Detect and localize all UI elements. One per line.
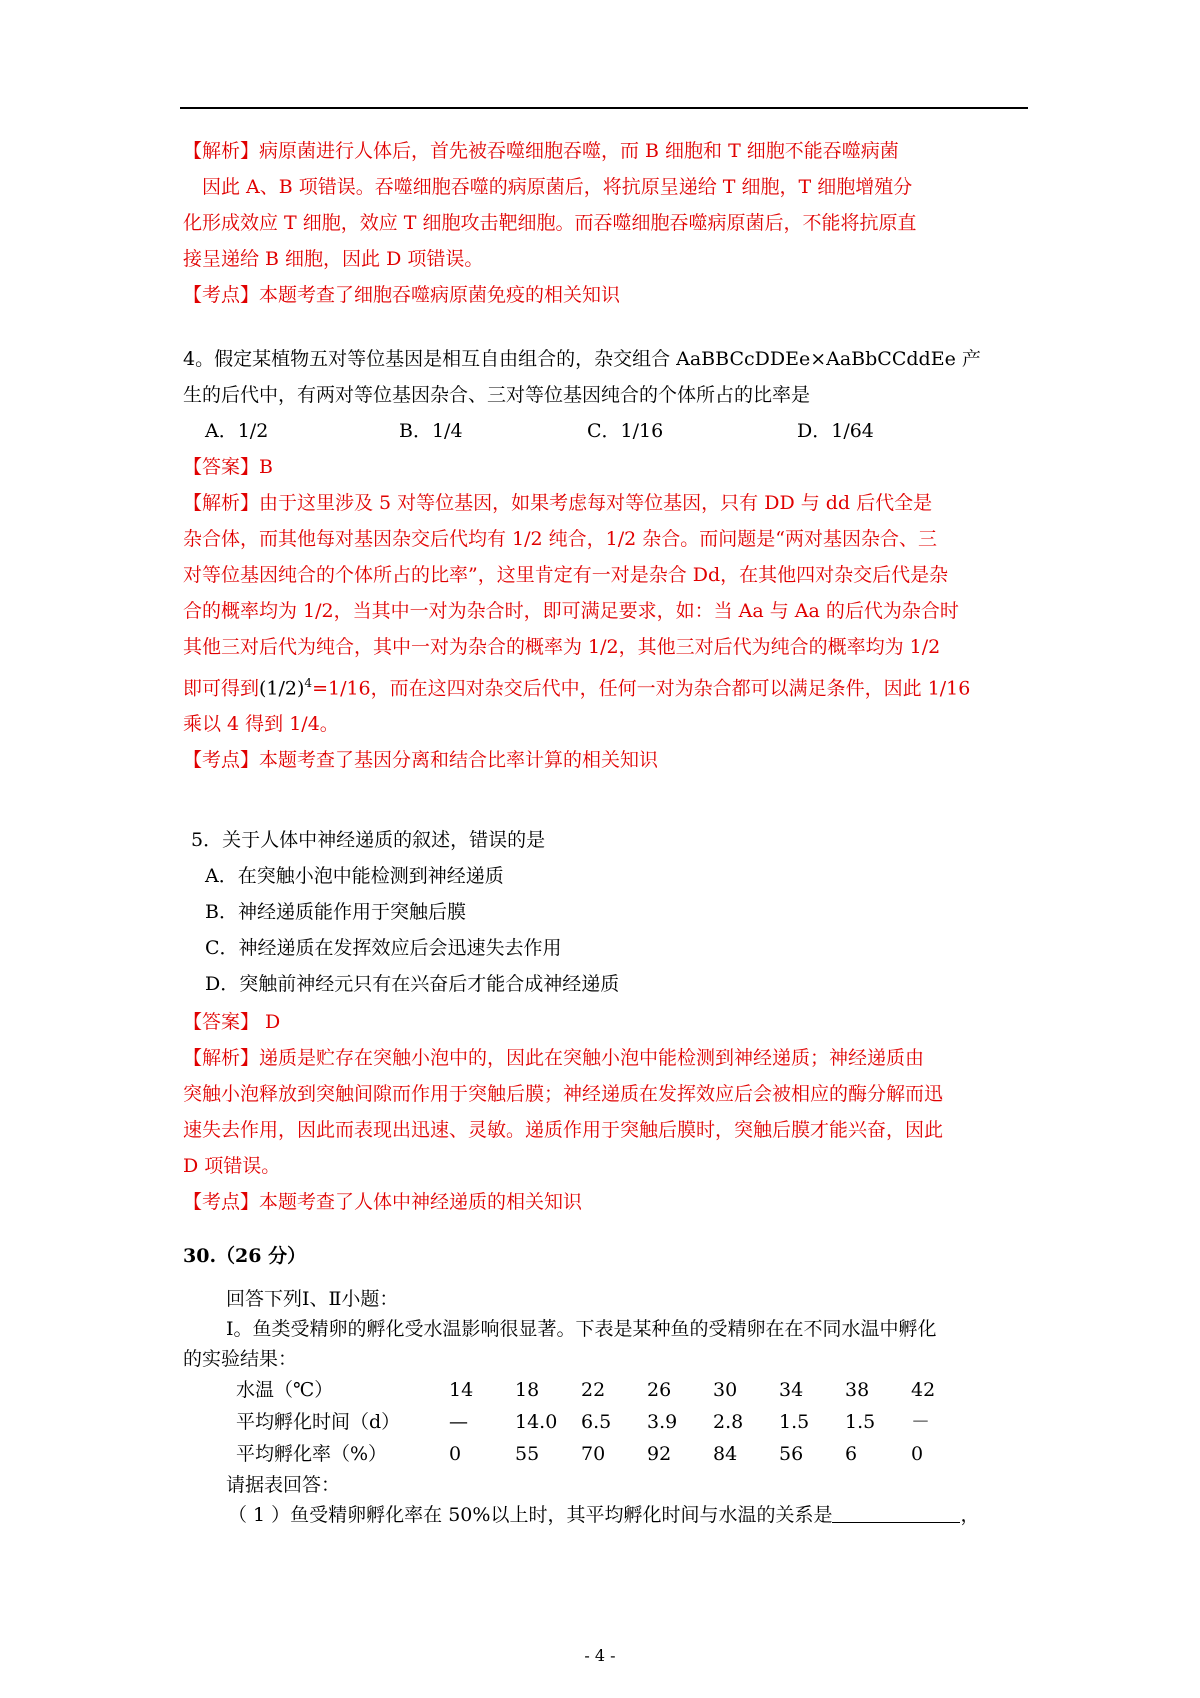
table-cell: 18	[515, 1379, 540, 1401]
option-b: B．神经递质能作用于突触后膜	[205, 901, 466, 923]
analysis-line: 因此 A、B 项错误。吞噬细胞吞噬的病原菌后，将抗原呈递给 T 细胞，T 细胞增殖分	[183, 176, 913, 198]
q5-point: 【考点】本题考查了人体中神经递质的相关知识	[183, 1191, 583, 1213]
analysis-line: 接呈递给 B 细胞，因此 D 项错误。	[183, 248, 484, 270]
formula-exp: 4	[304, 676, 313, 690]
table-cell: 3.9	[647, 1411, 678, 1433]
choice-b: B．1/4	[399, 420, 463, 442]
q5-question: 5．关于人体中神经递质的叙述，错误的是	[191, 829, 546, 851]
choice-a: A．1/2	[205, 420, 269, 442]
analysis-line: 杂合体，而其他每对基因杂交后代均有 1/2 纯合，1/2 杂合。而问题是“两对基因杂合、三	[183, 528, 937, 550]
table-row	[236, 1438, 977, 1470]
analysis-line: 合的概率均为 1/2，当其中一对为杂合时，即可满足要求，如：当 Aa 与 Aa 的后代为杂合时	[183, 600, 959, 622]
stem-line: 生的后代中，有两对等位基因杂合、三对等位基因纯合的个体所占的比率是	[183, 384, 811, 406]
table-cell: 0	[911, 1443, 924, 1465]
formula-line	[183, 665, 1029, 706]
q5-analysis	[183, 1004, 1029, 1220]
analysis-line: D 项错误。	[183, 1155, 281, 1177]
table-cell: 70	[581, 1443, 606, 1465]
table-cell: 2.8	[713, 1411, 744, 1433]
q4-choices	[183, 413, 1029, 449]
table-cell: 42	[911, 1379, 936, 1401]
q4-answer: 【答案】B	[183, 456, 273, 478]
analysis-line: 乘以 4 得到 1/4。	[183, 713, 339, 736]
q30-body	[183, 1284, 1029, 1530]
table-cell: 0	[449, 1443, 462, 1465]
q3-analysis	[183, 133, 1029, 313]
table-cell: －	[911, 1411, 931, 1433]
table-cell: 22	[581, 1379, 606, 1401]
row-label: 平均孵化率（%）	[236, 1443, 388, 1465]
table-cell: 14.0	[515, 1411, 558, 1433]
analysis-line: 突触小泡释放到突触间隙而作用于突触后膜；神经递质在发挥效应后会被相应的酶分解而迅	[183, 1083, 944, 1105]
table-cell: 30	[713, 1379, 738, 1401]
part1-line: 的实验结果：	[183, 1348, 298, 1370]
analysis-line: 【解析】递质是贮存在突触小泡中的，因此在突触小泡中能检测到神经递质；神经递质由	[183, 1047, 925, 1069]
option-a: A．在突触小泡中能检测到神经递质	[205, 865, 504, 887]
table-cell: —	[449, 1411, 468, 1433]
table-cell: 56	[779, 1443, 804, 1465]
table-cell: 1.5	[779, 1411, 810, 1433]
q5-answer: 【答案】 D	[183, 1011, 281, 1033]
table-cell: 55	[515, 1443, 540, 1465]
hatching-table	[236, 1374, 977, 1470]
sub1-text: （ 1 ）鱼受精卵孵化率在 50%以上时，其平均孵化时间与水温的关系是	[228, 1504, 833, 1526]
q3-point: 【考点】本题考查了细胞吞噬病原菌免疫的相关知识	[183, 284, 621, 306]
sub-question-1	[183, 1500, 1029, 1530]
page-number: - 4 -	[584, 1646, 616, 1665]
table-cell: 34	[779, 1379, 804, 1401]
table-row	[236, 1374, 977, 1406]
analysis-line: 【解析】病原菌进行人体后，首先被吞噬细胞吞噬，而 B 细胞和 T 细胞不能吞噬病菌	[183, 140, 899, 162]
q30-section	[183, 1238, 1029, 1274]
q4-analysis	[183, 449, 1029, 778]
table-cell: 6.5	[581, 1411, 612, 1433]
option-d: D．突触前神经元只有在兴奋后才能合成神经递质	[205, 973, 620, 995]
header-rule	[180, 107, 1028, 109]
table-cell: 26	[647, 1379, 672, 1401]
analysis-line: 化形成效应 T 细胞，效应 T 细胞攻击靶细胞。而吞噬细胞吞噬病原菌后，不能将抗原直	[183, 212, 917, 234]
q5-stem	[183, 822, 1029, 1002]
q30-title: 30.（26 分）	[183, 1245, 307, 1267]
table-cell: 84	[713, 1443, 738, 1465]
formula-rest: =1/16，而在这四对杂交后代中，任何一对为杂合都可以满足条件，因此 1/16	[312, 677, 971, 700]
analysis-line: 其他三对后代为纯合，其中一对为杂合的概率为 1/2，其他三对后代为纯合的概率均为 1/2	[183, 636, 941, 658]
formula-base: (1/2)	[259, 677, 305, 700]
analysis-line: 速失去作用，因此而表现出迅速、灵敏。递质作用于突触后膜时，突触后膜才能兴奋，因此	[183, 1119, 944, 1141]
row-label: 平均孵化时间（d）	[236, 1411, 401, 1433]
table-cell: 6	[845, 1443, 858, 1465]
table-cell: 92	[647, 1443, 672, 1465]
table-row	[236, 1406, 977, 1438]
answer-blank[interactable]	[832, 1500, 960, 1523]
row-label: 水温（℃）	[236, 1379, 334, 1401]
stem-line: 4。假定某植物五对等位基因是相互自由组合的，杂交组合 AaBBCcDDEe×AaBbCCddEe 产	[183, 348, 981, 370]
choice-c: C．1/16	[587, 420, 664, 442]
analysis-line: 【解析】由于这里涉及 5 对等位基因，如果考虑每对等位基因，只有 DD 与 dd 后代全是	[183, 492, 933, 514]
table-cell: 14	[449, 1379, 474, 1401]
formula-prefix: 即可得到	[183, 677, 260, 700]
table-cell: 1.5	[845, 1411, 876, 1433]
option-c: C．神经递质在发挥效应后会迅速失去作用	[205, 937, 562, 959]
q30-prompt: 请据表回答：	[226, 1474, 341, 1496]
table-cell: 38	[845, 1379, 870, 1401]
q4-stem	[183, 341, 1029, 449]
q30-intro: 回答下列Ⅰ、Ⅱ小题：	[226, 1288, 399, 1310]
analysis-line: 对等位基因纯合的个体所占的比率”，这里肯定有一对是杂合 Dd，在其他四对杂交后代是杂	[183, 564, 949, 586]
q4-point: 【考点】本题考查了基因分离和结合比率计算的相关知识	[183, 749, 659, 772]
choice-d: D．1/64	[797, 420, 874, 442]
sub1-suffix: ，	[960, 1504, 980, 1526]
part1-line: Ⅰ。鱼类受精卵的孵化受水温影响很显著。下表是某种鱼的受精卵在在不同水温中孵化	[226, 1318, 937, 1340]
